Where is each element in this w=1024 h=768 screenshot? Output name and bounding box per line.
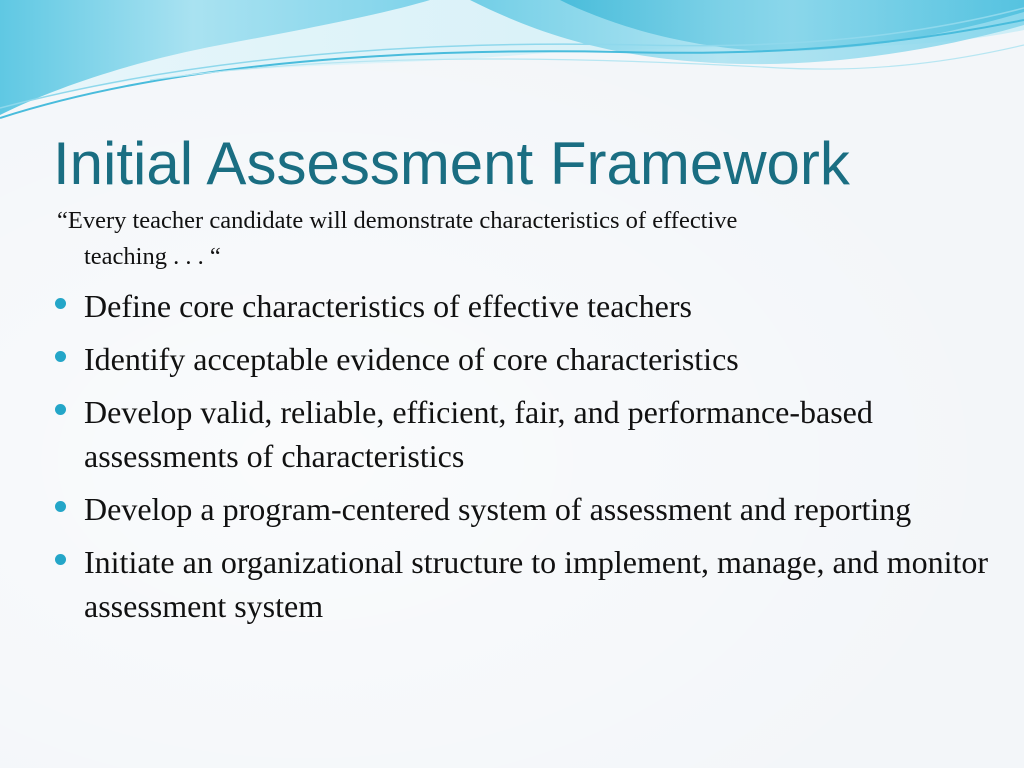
bullet-dot-icon xyxy=(55,351,66,362)
bullet-dot-icon xyxy=(55,298,66,309)
bullet-dot-icon xyxy=(55,554,66,565)
quote-line-2: teaching . . . “ xyxy=(84,243,221,270)
bullet-text: Define core characteristics of effective teachers xyxy=(84,288,692,324)
bullet-dot-icon xyxy=(55,404,66,415)
bullet-text: Initiate an organizational structure to implement, manage, and monitor assessment system xyxy=(84,544,989,624)
wave-header-decoration xyxy=(0,0,1024,130)
slide-quote xyxy=(57,203,957,275)
slide-title: Initial Assessment Framework xyxy=(53,130,850,197)
bullet-text: Develop a program-centered system of assessment and reporting xyxy=(84,491,912,527)
bullet-dot-icon xyxy=(55,501,66,512)
bullet-text: Identify acceptable evidence of core characteristics xyxy=(84,341,739,377)
bullet-item xyxy=(53,284,993,328)
bullet-list xyxy=(53,284,993,637)
bullet-item xyxy=(53,540,993,628)
quote-line-1: “Every teacher candidate will demonstrate characteristics of effective xyxy=(57,207,738,234)
bullet-item xyxy=(53,337,993,381)
bullet-text: Develop valid, reliable, efficient, fair, and performance-based assessments of characteristics xyxy=(84,394,873,474)
bullet-item xyxy=(53,390,993,478)
bullet-item xyxy=(53,487,993,531)
